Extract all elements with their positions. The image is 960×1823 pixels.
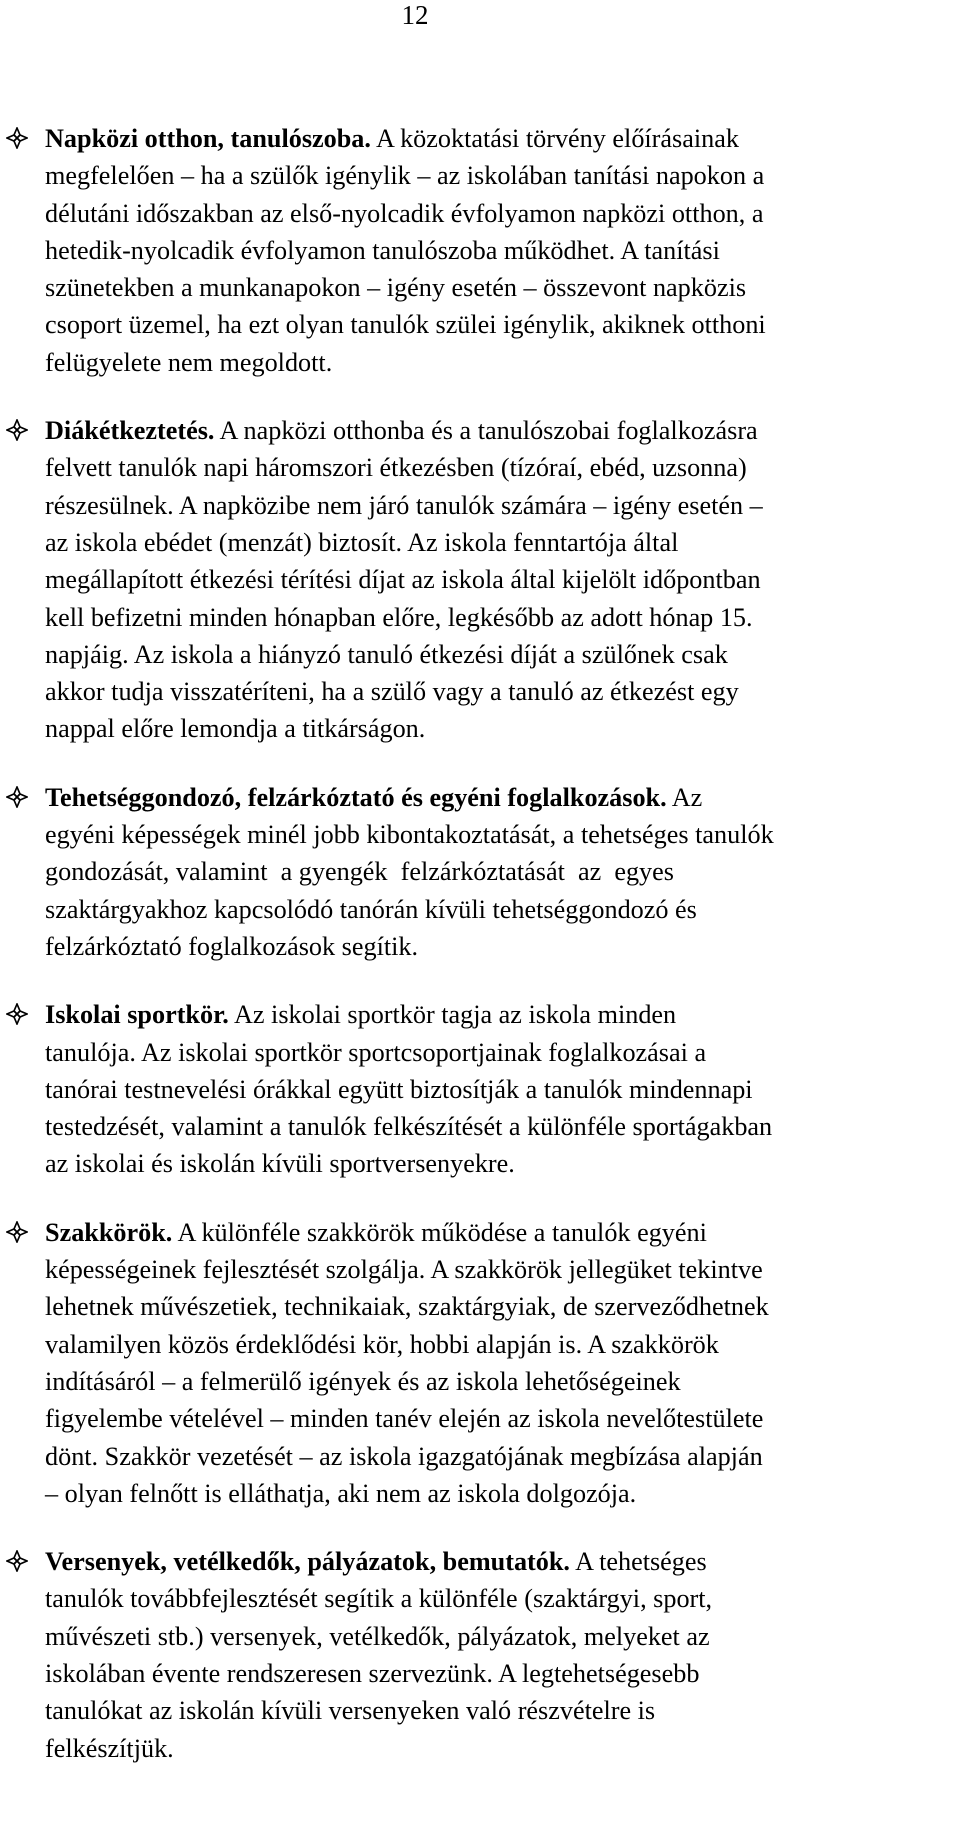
line-text: tanulókat az iskolán kívüli versenyeken való részvételre is xyxy=(45,1696,656,1726)
line-text: csoport üzemel, ha ezt olyan tanulók szülei igénylik, akiknek otthoni xyxy=(45,310,766,340)
paragraph-line xyxy=(45,1214,925,1251)
line-text: kell befizetni minden hónapban előre, legkésőbb az adott hónap 15. xyxy=(45,602,753,632)
line-text: felvett tanulók napi háromszori étkezésben (tízóraí, ebéd, uzsonna) xyxy=(45,453,747,483)
paragraph-line xyxy=(45,449,925,486)
paragraph-line xyxy=(45,853,925,890)
paragraph-line xyxy=(45,928,925,965)
line-text: valamilyen közös érdeklődési kör, hobbi alapján is. A szakkörök xyxy=(45,1329,719,1359)
line-text: iskolában évente rendszeresen szervezünk. A legtehetségesebb xyxy=(45,1658,700,1688)
line-text: Az iskolai sportkör tagja az iskola minden xyxy=(228,1000,677,1030)
paragraph-line xyxy=(45,779,925,816)
paragraph-line xyxy=(45,306,925,343)
paragraph-line xyxy=(45,120,925,157)
paragraph-line xyxy=(45,1730,925,1767)
paragraph-line xyxy=(45,673,925,710)
paragraph-line xyxy=(45,1580,925,1617)
paragraph-line xyxy=(45,232,925,269)
page-number: 12 xyxy=(401,0,429,30)
paragraph-line xyxy=(45,1363,925,1400)
paragraph-line xyxy=(45,344,925,381)
line-text: A különféle szakkörök működése a tanulók egyéni xyxy=(172,1217,707,1247)
paragraph-line xyxy=(45,710,925,747)
diamond-bullet-icon xyxy=(6,1003,28,1025)
line-text: A közoktatási törvény előírásainak xyxy=(370,124,739,153)
paragraph-line xyxy=(45,269,925,306)
line-text: felkészítjük. xyxy=(45,1733,174,1763)
section-tehetseggondozo xyxy=(0,779,925,965)
line-text: felzárkóztató foglalkozások segítik. xyxy=(45,931,419,961)
line-text: A napközi otthonba és a tanulószobai foglalkozásra xyxy=(214,416,758,446)
line-text: felügyelete nem megoldott. xyxy=(45,347,333,377)
section-heading: Iskolai sportkör. xyxy=(45,1000,229,1030)
section-szakkorok xyxy=(0,1214,925,1512)
paragraph-line xyxy=(45,561,925,598)
section-heading: Diákétkeztetés. xyxy=(45,416,215,446)
line-text: képességeinek fejlesztését szolgálja. A szakkörök jellegüket tekintve xyxy=(45,1255,763,1285)
line-text: lehetnek művészetiek, technikaiak, szaktárgyiak, de szerveződhetnek xyxy=(45,1292,769,1322)
paragraph-line xyxy=(45,1108,925,1145)
paragraph-line xyxy=(45,1692,925,1729)
paragraph-line xyxy=(45,1438,925,1475)
paragraph-line xyxy=(45,524,925,561)
paragraph-line xyxy=(45,157,925,194)
paragraph-line xyxy=(45,1251,925,1288)
line-text: napjáig. Az iskola a hiányzó tanuló étkezési díját a szülőnek csak xyxy=(45,639,728,669)
paragraph-line xyxy=(45,1400,925,1437)
paragraph-line xyxy=(45,1475,925,1512)
line-text: egyéni képességek minél jobb kibontakoztatását, a tehetséges tanulók xyxy=(45,820,774,850)
diamond-bullet-icon xyxy=(6,786,28,808)
section-versenyek xyxy=(0,1543,925,1767)
line-text: délutáni időszakban az első-nyolcadik évfolyamon napközi otthon, a xyxy=(45,198,764,228)
paragraph-line xyxy=(45,1288,925,1325)
paragraph-line xyxy=(45,487,925,524)
line-text: gondozását, valamint a gyengék felzárkóztatását az egyes xyxy=(45,857,674,887)
line-text: tanulója. Az iskolai sportkör sportcsoportjainak foglalkozásai a xyxy=(45,1037,707,1067)
line-text: hetedik-nyolcadik évfolyamon tanulószoba működhet. A tanítási xyxy=(45,235,720,265)
paragraph-line xyxy=(45,599,925,636)
diamond-bullet-icon xyxy=(6,1221,28,1243)
paragraph-line xyxy=(45,1655,925,1692)
paragraph-line xyxy=(45,1034,925,1071)
diamond-bullet-icon xyxy=(6,1550,28,1572)
paragraph-line xyxy=(45,1618,925,1655)
section-diaketkeztetes xyxy=(0,412,925,748)
line-text: akkor tudja visszatéríteni, ha a szülő vagy a tanuló az étkezést egy xyxy=(45,677,739,707)
line-text: tanulók továbbfejlesztését segítik a különféle (szaktárgyi, sport, xyxy=(45,1584,713,1614)
section-napkozi xyxy=(0,120,925,381)
line-text: részesülnek. A napközibe nem járó tanulók számára – igény esetén – xyxy=(45,490,763,520)
paragraph-line xyxy=(45,996,925,1033)
section-heading: Versenyek, vetélkedők, pályázatok, bemutatók. xyxy=(45,1547,570,1577)
diamond-bullet-icon xyxy=(6,419,28,441)
paragraph-line xyxy=(45,816,925,853)
section-heading: Napközi otthon, tanulószoba. xyxy=(45,124,371,153)
section-heading: Tehetséggondozó, felzárkóztató és egyéni foglalkozások. xyxy=(45,782,667,812)
paragraph-line xyxy=(45,195,925,232)
line-text: megfelelően – ha a szülők igénylik – az iskolában tanítási napokon a xyxy=(45,161,765,191)
line-text: nappal előre lemondja a titkárságon. xyxy=(45,714,426,744)
line-text: az iskolai és iskolán kívüli sportversenyekre. xyxy=(45,1149,515,1179)
line-text: szünetekben a munkanapokon – igény esetén – összevont napközis xyxy=(45,273,747,303)
line-text: figyelembe vételével – minden tanév elején az iskola nevelőtestülete xyxy=(45,1404,764,1434)
line-text: szaktárgyakhoz kapcsolódó tanórán kívüli tehetséggondozó és xyxy=(45,894,697,924)
paragraph-line xyxy=(45,636,925,673)
line-text: tanórai testnevelési órákkal együtt biztosítják a tanulók mindennapi xyxy=(45,1074,753,1104)
line-text: az iskola ebédet (menzát) biztosít. Az iskola fenntartója által xyxy=(45,527,679,557)
line-text: A tehetséges xyxy=(569,1547,707,1577)
document-body xyxy=(0,120,960,1798)
paragraph-line xyxy=(45,1145,925,1182)
line-text: indításáról – a felmerülő igények és az iskola lehetőségeinek xyxy=(45,1366,681,1396)
section-heading: Szakkörök. xyxy=(45,1217,173,1247)
paragraph-line xyxy=(45,1071,925,1108)
paragraph-line xyxy=(45,412,925,449)
line-text: Az xyxy=(666,782,703,812)
section-sportkor xyxy=(0,996,925,1182)
paragraph-line xyxy=(45,1326,925,1363)
paragraph-line xyxy=(45,891,925,928)
line-text: testedzését, valamint a tanulók felkészítését a különféle sportágakban xyxy=(45,1112,773,1142)
diamond-bullet-icon xyxy=(6,127,28,149)
line-text: megállapított étkezési térítési díjat az iskola által kijelölt időpontban xyxy=(45,565,761,595)
line-text: művészeti stb.) versenyek, vetélkedők, pályázatok, melyeket az xyxy=(45,1621,710,1651)
line-text: dönt. Szakkör vezetését – az iskola igazgatójának megbízása alapján xyxy=(45,1441,763,1471)
paragraph-line xyxy=(45,1543,925,1580)
line-text: – olyan felnőtt is elláthatja, aki nem az iskola dolgozója. xyxy=(45,1478,637,1508)
